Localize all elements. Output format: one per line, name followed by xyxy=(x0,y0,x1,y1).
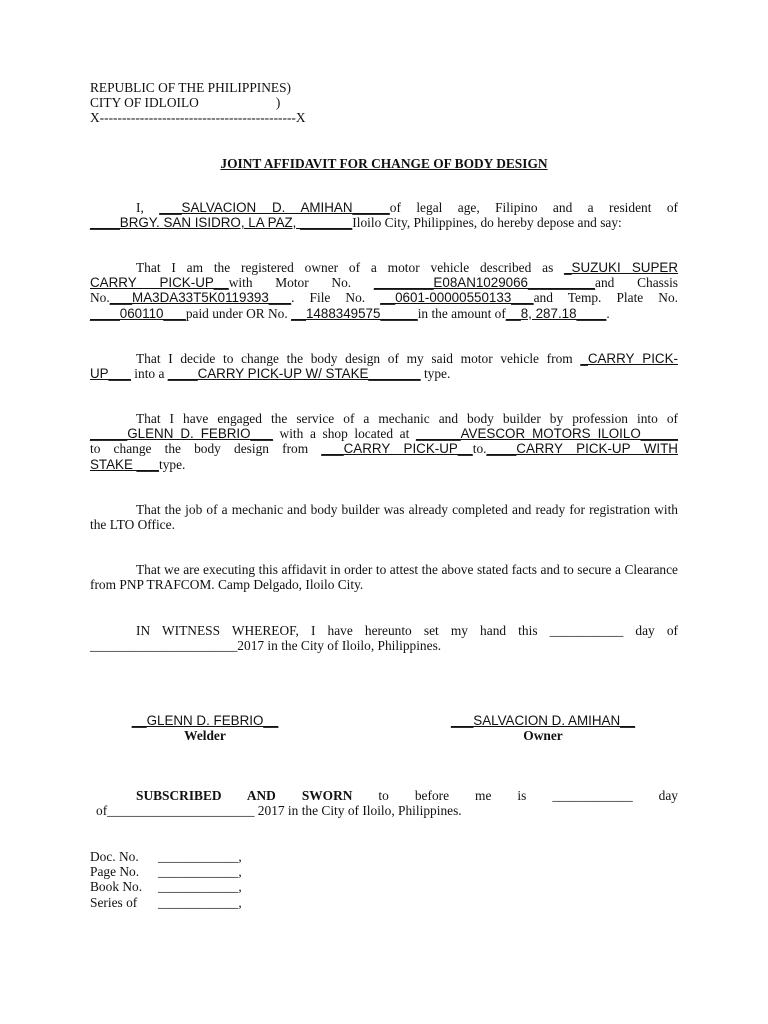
or-number: __1488349575_____ xyxy=(291,305,418,321)
p1-text-7: paid under OR No. xyxy=(185,305,292,321)
mechanic-name: _____GLENN D. FEBRIO___ xyxy=(90,426,273,442)
book-no-row xyxy=(90,879,242,894)
series-label: Series of xyxy=(90,894,138,910)
series-blank: ____________, xyxy=(158,894,242,910)
p1-text-8: in the amount of xyxy=(417,305,506,321)
p3-text-2: with a shop located at xyxy=(272,426,416,442)
plate-number: ____060110___ xyxy=(90,305,186,321)
notarial-register xyxy=(90,849,242,910)
witness-paragraph xyxy=(90,623,678,653)
book-no-blank: ____________, xyxy=(158,879,242,895)
affiant-address: ____BRGY. SAN ISIDRO, LA PAZ, _______ xyxy=(90,215,353,231)
jurat-text-1: to before me is xyxy=(352,788,553,803)
jurat-text-3: of xyxy=(96,803,108,819)
purpose-paragraph xyxy=(90,562,678,592)
vehicle-paragraph xyxy=(90,260,678,321)
p1-text-4: No. xyxy=(90,290,110,306)
p1-text-5: . File No. xyxy=(291,290,381,306)
jurat-text-4: 2017 in the City of Iloilo, Philippines. xyxy=(254,803,462,819)
p1-text-3: and Chassis xyxy=(595,275,679,291)
jurat-paragraph xyxy=(90,788,678,818)
from-design-b: UP___ xyxy=(90,366,131,382)
welder-signature-block xyxy=(122,713,288,744)
p2-text-3: type. xyxy=(420,366,451,382)
witness-day-blank: ___________ xyxy=(549,623,624,638)
p3-text-4: to. xyxy=(472,441,487,457)
page-no-row xyxy=(90,864,242,879)
file-number: __0601-00000550133___ xyxy=(380,290,534,306)
body-design-paragraph xyxy=(90,351,678,381)
intro-text-2: Iloilo City, Philippines, do hereby depose and say: xyxy=(352,215,622,231)
doc-no-blank: ____________, xyxy=(158,849,242,864)
p3-text-1: That I have engaged the service of a mechanic and body builder by profession into of xyxy=(136,411,678,426)
p6-text-2: day of xyxy=(623,623,678,638)
intro-paragraph xyxy=(90,200,678,230)
p2-text-1: That I decide to change the body design of my said motor vehicle from xyxy=(136,351,581,366)
welder-name: __GLENN D. FEBRIO__ xyxy=(131,713,279,728)
to-design-b: STAKE ___ xyxy=(90,456,159,472)
header-venue-line: X--------------------------------------------X xyxy=(90,110,306,125)
jurat-day-blank: ____________ xyxy=(552,788,633,803)
book-no-label: Book No. xyxy=(90,879,143,895)
from-design: ___CARRY PICK-UP__ xyxy=(321,441,473,457)
p3-text-3: to change the body design from xyxy=(90,441,322,457)
header-republic: REPUBLIC OF THE PHILIPPINES) xyxy=(90,80,292,95)
p2-text-2: into a xyxy=(130,366,168,382)
welder-role: Welder xyxy=(184,728,226,743)
to-design: ____CARRY PICK-UP W/ STAKE_______ xyxy=(167,366,421,382)
p5-text: That we are executing this affidavit in order to attest the above stated facts and to secure a Clearance from PNP TRAFCOM. Camp Delgado, Iloilo City. xyxy=(90,562,678,593)
from-design-a: _CARRY PICK- xyxy=(580,351,678,366)
intro-i: I, xyxy=(136,200,160,215)
p1-text-2: with Motor No. xyxy=(228,275,374,291)
document-title: JOINT AFFIDAVIT FOR CHANGE OF BODY DESIGN xyxy=(220,156,548,171)
vehicle-description-b: CARRY PICK-UP__ xyxy=(90,275,229,291)
chassis-number: ___MA3DA33T5K0119393___ xyxy=(109,290,292,306)
amount: __8, 287.18____ xyxy=(505,305,607,321)
p1-text-6: and Temp. Plate No. xyxy=(533,290,678,306)
p3-text-5: type. xyxy=(158,456,186,472)
shop-name: ______AVESCOR MOTORS ILOILO_____ xyxy=(415,426,678,442)
p1-text-1: That I am the registered owner of a motor vehicle described as xyxy=(136,260,565,275)
vehicle-description-a: _SUZUKI SUPER xyxy=(564,260,678,275)
p6-text-3: 2017 in the City of Iloilo, Philippines. xyxy=(237,638,442,654)
owner-signature-block xyxy=(432,713,654,744)
page-no-label: Page No. xyxy=(90,864,140,880)
witness-month-blank: ______________________ xyxy=(90,638,238,654)
doc-no-label: Doc. No. xyxy=(90,849,139,864)
jurat-month-blank: ______________________ xyxy=(107,803,255,819)
mechanic-paragraph xyxy=(90,411,678,472)
page-no-blank: ____________, xyxy=(158,864,242,880)
jurat-text-2: day xyxy=(632,788,678,803)
motor-number: ________E08AN1029066_________ xyxy=(373,275,596,291)
doc-no-row xyxy=(90,849,242,864)
owner-role: Owner xyxy=(523,728,563,743)
owner-name: ___SALVACION D. AMIHAN__ xyxy=(450,713,636,728)
affiant-name: ___SALVACION D. AMIHAN_____ xyxy=(159,200,390,215)
job-completed-paragraph xyxy=(90,502,678,532)
p4-text: That the job of a mechanic and body builder was already completed and ready for registration with the LTO Office. xyxy=(90,502,678,533)
to-design-a: ____CARRY PICK-UP WITH xyxy=(486,441,678,457)
jurat-heading: SUBSCRIBED AND SWORN xyxy=(136,788,353,803)
header-city: CITY OF IDLOILO ) xyxy=(90,95,281,110)
p1-text-9: . xyxy=(606,305,610,321)
series-row xyxy=(90,895,242,910)
intro-text-1: of legal age, Filipino and a resident of xyxy=(389,200,678,215)
p6-text-1: IN WITNESS WHEREOF, I have hereunto set my hand this xyxy=(136,623,550,638)
